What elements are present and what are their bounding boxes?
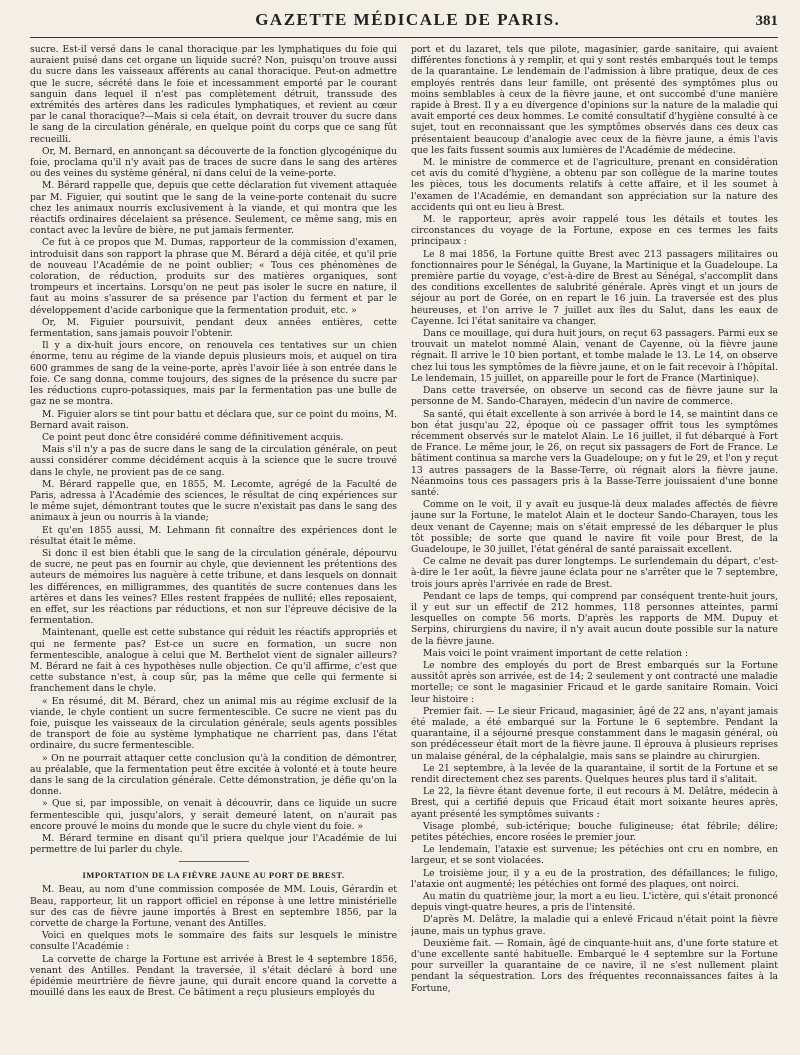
paragraph: Le 21 septembre, à la levée de la quarantaine, il sortit de la Fortune et se rendit directement chez ses parents. Quelques heures plus tard il s'alitait. — [411, 762, 778, 785]
paragraph: Deuxième fait. — Romain, âgé de cinquante-huit ans, d'une forte stature et d'une excellente santé habituelle. Embarqué le 4 septembre sur la Fortune pour surveiller la quarantaine de ce navire, il ne s'est nullement plaint pendant la séquestration. Lors des fréquentes reconnaissances faites à la Fortune, — [411, 937, 778, 994]
paragraph: Sa santé, qui était excellente à son arrivée à bord le 14, se maintint dans ce bon état jusqu'au 22, époque où ce passager offrit tous les symptômes récemment observés sur le matelot Alain. Le 16 juillet, il fut débarqué à Fort de France. Le même jour, le 26, on reçut six passagers de Fort de France. Le bâtiment continua sa marche vers la Guadeloupe; on y fut le 29, et l'on y reçut 13 autres passagers de la Basse-Terre, où régnait alors la fièvre jaune. Néanmoins tous ces passagers pris à la Basse-Terre jouissaient d'une bonne santé. — [411, 408, 778, 498]
paragraph: Et qu'en 1855 aussi, M. Lehmann fit connaître des expériences dont le résultat était le même. — [30, 524, 397, 547]
paragraph: Le nombre des employés du port de Brest embarqués sur la Fortune aussitôt après son arrivée, est de 14; 2 seulement y ont contracté une maladie mortelle; ce sont le magasinier Fricaud et le garde sanitaire Romain. Voici leur histoire : — [411, 659, 778, 705]
paragraph: La corvette de charge la Fortune est arrivée à Brest le 4 septembre 1856, venant des Antilles. Pendant la traversée, il s'était déclaré à bord une épidémie meurtrière de fièvre jaune, qui durait encore quand la corvette a mouillé dans les eaux de Brest. Ce bâtiment a reçu plusieurs employés du — [30, 953, 397, 999]
paragraph: Il y a dix-huit jours encore, on renouvela ces tentatives sur un chien énorme, tenu au régime de la viande depuis plusieurs mois, et auquel on tira 600 grammes de sang de la veine-porte, après l'avoir liée à son entrée dans le foie. Ce sang donna, comme toujours, des signes de la présence du sucre par les réductions cupro-potassiques, mais par la fermentation pas une bulle de gaz ne se montra. — [30, 340, 397, 408]
paragraph: Mais s'il n'y a pas de sucre dans le sang de la circulation générale, on peut aussi considérer comme décidément acquis à la science que le sucre trouvé dans le chyle, ne provient pas de ce sang. — [30, 444, 397, 478]
page-number: 381 — [755, 13, 778, 29]
paragraph: Si donc il est bien établi que le sang de la circulation générale, dépourvu de sucre, ne peut pas en fournir au chyle, que deviennent les prétentions des auteurs de mémoires lus naguère à cette tribune, et dans lesquels on donnait les différences, en milligrammes, des quantités de sucre contenues dans les artères et dans les veines? Elles restent frappées de nullité; elles reposaient, en effet, sur les réactions par réductions, et non sur l'épreuve décisive de la fermentation. — [30, 547, 397, 627]
section-divider — [179, 861, 249, 862]
paragraph: M. Bérard rappelle que, depuis que cette déclaration fut vivement attaquée par M. Figuier, qui soutint que le sang de la veine-porte contenait du sucre chez les animaux nourris exclusivement à la viande, et qui montra que les réactifs ordinaires décelaient sa présence. Seulement, ce même sang, mis en contact avec la levûre de bière, ne put jamais fermenter. — [30, 180, 397, 237]
paragraph: Comme on le voit, il y avait eu jusque-là deux malades affectés de fièvre jaune sur la Fortune, le matelot Alain et le docteur Sando-Charayen, tous les deux venant de Cayenne; mais on s'était empressé de les débarquer le plus tôt possible; de sorte que quand le navire fit voile pour Brest, de la Guadeloupe, le 30 juillet, l'état général de santé paraissait excellent. — [411, 499, 778, 555]
paragraph: Or, M. Figuier poursuivit, pendant deux années entières, cette fermentation, sans jamais pouvoir l'obtenir. — [30, 316, 397, 340]
paragraph: » On ne pourrait attaquer cette conclusion qu'à la condition de démontrer, au préalable, que la fermentation peut être excitée à volonté et à toute heure dans le sang de la circulation générale. Cette démonstration, je défie qu'on la donne. — [30, 752, 397, 798]
text-columns — [30, 44, 778, 1049]
paragraph: D'après M. Delâtre, la maladie qui a enlevé Fricaud n'était point la fièvre jaune, mais un typhus grave. — [411, 914, 778, 937]
paragraph: Ce fut à ce propos que M. Dumas, rapporteur de la commission d'examen, introduisit dans son rapport la phrase que M. Bérard a déjà citée, et qu'il prie de nouveau l'Académie de ne point oublier; « Tous ces phénomènes de coloration, de réduction, produits sur des matières organiques, sont trompeurs et incertains. Lorsqu'on ne peut pas isoler le sucre en nature, il faut au moins s'assurer de sa présence par l'action du ferment et par le développement d'acide carbonique que la fermentation produit, etc. » — [30, 237, 397, 316]
paragraph: Au matin du quatrième jour, la mort a eu lieu. L'ictère, qui s'était prononcé depuis vingt-quatre heures, a pris de l'intensité. — [411, 891, 778, 914]
journal-title: GAZETTE MÉDICALE DE PARIS. — [255, 10, 561, 29]
paragraph: Dans cette traversée, on observe un second cas de fièvre jaune sur la personne de M. Sando-Charayen, médecin d'un navire de commerce. — [411, 385, 778, 408]
right-column — [411, 44, 778, 1049]
paragraph: M. le ministre de commerce et de l'agriculture, prenant en considération cet avis du comité d'hygiène, a obtenu par son collègue de la marine toutes les pièces, tous les documents relatifs à cette affaire, et il les soumet à l'examen de l'Académie, en demandant son appréciation sur la nature des accidents qui ont eu lieu à Brest. — [411, 157, 778, 213]
paragraph: Visage plombé, sub-ictérique; bouche fuligineuse; état fébrile; délire; petites pétéchies, encore rosées le premier jour. — [411, 820, 778, 844]
paragraph: sucre. Est-il versé dans le canal thoracique par les lymphatiques du foie qui auraient puisé dans cet organe un liquide sucré? Non, puisqu'on trouve aussi du sucre dans les vaisseaux afférents au canal thoracique. Peut-on admettre que le sucre, sécrété dans le foie et incessamment emporté par le courant sanguin dans lequel il n'est pas complètement détruit, transsude des extrémités des artères dans les radicules lymphatiques, et revient au cœur par le canal thoracique?—Mais si cela était, on devrait trouver du sucre dans le sang de la circulation générale, en quelque point du corps que ce sang fût recueilli. — [30, 44, 397, 145]
paragraph: Ce calme ne devait pas durer longtemps. Le surlendemain du départ, c'est-à-dire le 1er août, la fièvre jaune éclata pour ne s'arrêter que le 7 septembre, trois jours après l'arrivée en rade de Brest. — [411, 556, 778, 590]
page-header — [30, 10, 778, 38]
paragraph: M. Bérard rappelle que, en 1855, M. Lecomte, agrégé de la Faculté de Paris, adressa à l'Académie des sciences, le résultat de cinq expériences sur le même sujet, démontrant toutes que le sucre n'existait pas dans le sang des animaux à jeun ou nourris à la viande; — [30, 478, 397, 524]
paragraph: M. le rapporteur, après avoir rappelé tous les détails et toutes les circonstances du voyage de la Fortune, expose en ces termes les faits principaux : — [411, 214, 778, 248]
paragraph: Voici en quelques mots le sommaire des faits sur lesquels le ministre consulte l'Académie : — [30, 930, 397, 953]
paragraph: Maintenant, quelle est cette substance qui réduit les réactifs appropriés et qui ne fermente pas? Est-ce un sucre en formation, un sucre non fermentescible, analogue à celui que M. Berthelot vient de signaler ailleurs? M. Bérard ne fait à ces hypothèses nulle objection. Ce qu'il affirme, c'est que cette substance n'est, à coup sûr, pas la même que celle qui fermente si franchement dans le chyle. — [30, 627, 397, 695]
paragraph: M. Figuier alors se tint pour battu et déclara que, sur ce point du moins, M. Bernard avait raison. — [30, 408, 397, 431]
paragraph: M. Bérard termine en disant qu'il priera quelque jour l'Académie de lui permettre de lui parler du chyle. — [30, 833, 397, 856]
paragraph: Mais voici le point vraiment important de cette relation : — [423, 647, 689, 659]
paragraph: M. Beau, au nom d'une commission composée de MM. Louis, Gérardin et Beau, rapporteur, lit un rapport officiel en réponse à une lettre ministérielle sur des cas de fièvre jaune importés à Brest en septembre 1856, par la corvette de charge la Fortune, venant des Antilles. — [30, 884, 397, 930]
left-column — [30, 44, 397, 1049]
section-title: IMPORTATION DE LA FIÈVRE JAUNE AU PORT DE BREST. — [82, 870, 345, 881]
paragraph: « En résumé, dit M. Bérard, chez un animal mis au régime exclusif de la viande, le chyle contient un sucre fermentescible. Ce sucre ne vient pas du foie, puisque les vaisseaux de la circulation générale, seuls agents possibles de transport de foie au système lymphatique ne charrient pas, dans l'état ordinaire, du sucre fermentescible. — [30, 695, 397, 752]
paragraph: Le 8 mai 1856, la Fortune quitte Brest avec 213 passagers militaires ou fonctionnaires pour le Sénégal, la Guyane, la Martinique et la Guadeloupe. La première partie du voyage, c'est-à-dire de Brest au Sénégal, s'accomplit dans des conditions excellentes de salubrité générale. Après vingt et un jours de séjour au port de Gorée, on en repart le 16 juin. La traversée est des plus heureuses, et l'on arrive le 7 juillet aux îles du Salut, dans les eaux de Cayenne. Ici l'état sanitaire va changer. — [411, 248, 778, 327]
paragraph: Ce point peut donc être considéré comme définitivement acquis. — [42, 431, 344, 443]
paragraph: Premier fait. — Le sieur Fricaud, magasinier, âgé de 22 ans, n'ayant jamais été malade, a été embarqué sur la Fortune le 6 septembre. Pendant la quarantaine, il a séjourné presque constamment dans le magasin général, où son prédécesseur était mort de la fièvre jaune. Il éprouva à plusieurs reprises un malaise général, de la céphalalgie, mais sans se plaindre au chirurgien. — [411, 705, 778, 762]
paragraph: Le lendemain, l'ataxie est survenue; les pétéchies ont cru en nombre, en largeur, et se sont violacées. — [411, 844, 778, 867]
paragraph: Dans ce mouillage, qui dura huit jours, on reçut 63 passagers. Parmi eux se trouvait un matelot nommé Alain, venant de Cayenne, où la fièvre jaune régnait. Il arrive le 10 bien portant, et tombe malade le 13. Le 14, on observe chez lui tous les symptômes de la fièvre jaune, et on le fait recevoir à l'hôpital. Le lendemain, 15 juillet, on appareille pour le fort de France (Martinique). — [411, 328, 778, 384]
paragraph: Le troisième jour, il y a eu de la prostration, des défaillances; le fuligo, l'ataxie ont augmenté; les pétéchies ont formé des plaques, ont noirci. — [411, 867, 778, 890]
paragraph: Or, M. Bernard, en annonçant sa découverte de la fonction glycogénique du foie, proclama qu'il n'y avait pas de traces de sucre dans le sang des artères ou des veines du système général, ni dans celui de la veine-porte. — [30, 145, 397, 180]
paragraph: port et du lazaret, tels que pilote, magasinier, garde sanitaire, qui avaient différentes fonctions à y remplir, et qui y sont restés embarqués tout le temps de la quarantaine. Le lendemain de l'admission à libre pratique, deux de ces employés rentrés dans leur famille, ont présenté des symptômes plus ou moins semblables à ceux de la fièvre jaune, et ont succombé d'une manière rapide à Brest. Il y a eu divergence d'opinions sur la nature de la maladie qui avait emporté ces deux hommes. Le comité consultatif d'hygiène consulté à ce sujet, tout en reconnaissant que les symptômes observés dans ces deux cas présentaient beaucoup d'analogie avec ceux de la fièvre jaune, a émis l'avis que les faits fussent soumis aux lumières de l'Académie de médecine. — [411, 44, 778, 156]
paragraph: Pendant ce laps de temps, qui comprend par conséquent trente-huit jours, il y eut sur un effectif de 212 hommes, 118 personnes atteintes, parmi lesquelles on compte 56 morts. D'après les rapports de MM. Dupuy et Serpins, chirurgiens du navire, il n'y avait aucun doute possible sur la nature de la fièvre jaune. — [411, 590, 778, 647]
paragraph: » Que si, par impossible, on venait à découvrir, dans ce liquide un sucre fermentescible qui, jusqu'alors, y serait demeuré latent, on n'aurait pas encore prouvé le moins du monde que le sucre du chyle vient du foie. » — [30, 798, 397, 832]
paragraph: Le 22, la fièvre étant devenue forte, il eut recours à M. Delâtre, médecin à Brest, qui a certifié depuis que Fricaud était mort soixante heures après, ayant présenté les symptômes suivants : — [411, 786, 778, 820]
